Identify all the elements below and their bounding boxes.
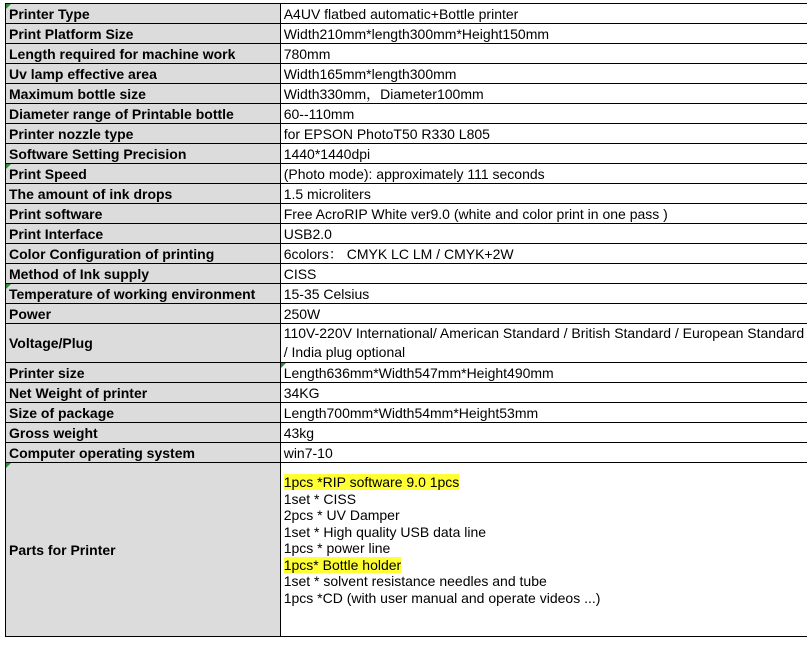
table-row bbox=[6, 124, 807, 144]
row-label: Print Interface bbox=[6, 224, 281, 244]
table-row bbox=[6, 324, 807, 363]
table-row bbox=[6, 284, 807, 304]
row-value: CISS bbox=[280, 264, 807, 284]
table-row bbox=[6, 164, 807, 184]
row-value: 1.5 microliters bbox=[280, 184, 807, 204]
spec-table bbox=[5, 3, 807, 637]
row-value: win7-10 bbox=[280, 443, 807, 463]
table-row bbox=[6, 264, 807, 284]
row-value: USB2.0 bbox=[280, 224, 807, 244]
row-label: Method of Ink supply bbox=[6, 264, 281, 284]
row-label: The amount of ink drops bbox=[6, 184, 281, 204]
row-label: Size of package bbox=[6, 403, 281, 423]
table-row bbox=[6, 104, 807, 124]
table-row bbox=[6, 224, 807, 244]
table-row bbox=[6, 184, 807, 204]
row-label: Software Setting Precision bbox=[6, 144, 281, 164]
row-value: 60--110mm bbox=[280, 104, 807, 124]
parts-cell bbox=[280, 463, 807, 637]
table-row bbox=[6, 383, 807, 403]
row-value: Free AcroRIP White ver9.0 (white and color print in one pass ) bbox=[280, 204, 807, 224]
row-value: Width165mm*length300mm bbox=[280, 64, 807, 84]
row-label: Print Platform Size bbox=[6, 24, 281, 44]
table-row bbox=[6, 84, 807, 104]
row-label: Print software bbox=[6, 204, 281, 224]
parts-item-text: 1pcs *RIP software 9.0 1pcs bbox=[283, 474, 460, 490]
table-row bbox=[6, 144, 807, 164]
parts-item: 1set * High quality USB data line bbox=[283, 523, 487, 540]
row-value: 110V-220V International/ American Standard / British Standard / European Standard / India plug optional bbox=[280, 324, 807, 363]
parts-item: 1pcs * power line bbox=[283, 540, 391, 556]
row-value: 43kg bbox=[280, 423, 807, 443]
row-label: Printer Type bbox=[6, 4, 281, 24]
row-label: Net Weight of printer bbox=[6, 383, 281, 403]
parts-item: 1set * solvent resistance needles and tube bbox=[283, 573, 547, 589]
parts-item-text: 1pcs* Bottle holder bbox=[283, 556, 402, 573]
row-label: Computer operating system bbox=[6, 443, 281, 463]
row-value: Width330mm，Diameter100mm bbox=[280, 84, 807, 104]
row-value: A4UV flatbed automatic+Bottle printer bbox=[280, 4, 807, 24]
row-value: 34KG bbox=[280, 383, 807, 403]
parts-item: 2pcs * UV Damper bbox=[283, 507, 400, 523]
row-value: 1440*1440dpi bbox=[280, 144, 807, 164]
row-value: Width210mm*length300mm*Height150mm bbox=[280, 24, 807, 44]
parts-item: 1pcs *CD (with user manual and operate videos ...) bbox=[283, 589, 601, 606]
table-row bbox=[6, 44, 807, 64]
row-label: Gross weight bbox=[6, 423, 281, 443]
parts-label: Parts for Printer bbox=[6, 463, 281, 637]
row-label: Power bbox=[6, 304, 281, 324]
row-value: 780mm bbox=[280, 44, 807, 64]
table-row bbox=[6, 403, 807, 423]
row-label: Printer size bbox=[6, 363, 281, 383]
parts-list bbox=[284, 463, 806, 606]
table-row bbox=[6, 244, 807, 264]
table-row bbox=[6, 363, 807, 383]
row-label: Diameter range of Printable bottle bbox=[6, 104, 281, 124]
row-value: 250W bbox=[280, 304, 807, 324]
row-value: Length700mm*Width54mm*Height53mm bbox=[280, 403, 807, 423]
parts-item bbox=[284, 557, 806, 574]
table-row bbox=[6, 204, 807, 224]
row-value: for EPSON PhotoT50 R330 L805 bbox=[280, 124, 807, 144]
row-label: Temperature of working environment bbox=[6, 284, 281, 304]
row-label: Color Configuration of printing bbox=[6, 244, 281, 264]
parts-item: 1set * CISS bbox=[283, 490, 357, 507]
parts-item bbox=[284, 474, 806, 491]
table-row-parts bbox=[6, 463, 807, 637]
table-row bbox=[6, 24, 807, 44]
row-label: Uv lamp effective area bbox=[6, 64, 281, 84]
row-label: Maximum bottle size bbox=[6, 84, 281, 104]
table-row bbox=[6, 423, 807, 443]
row-value: (Photo mode): approximately 111 seconds bbox=[280, 164, 807, 184]
row-value: 15-35 Celsius bbox=[280, 284, 807, 304]
table-row bbox=[6, 443, 807, 463]
row-label: Print Speed bbox=[6, 164, 281, 184]
table-row bbox=[6, 304, 807, 324]
row-label: Voltage/Plug bbox=[6, 324, 281, 363]
row-label: Printer nozzle type bbox=[6, 124, 281, 144]
row-value: 6colors： CMYK LC LM / CMYK+2W bbox=[280, 244, 807, 264]
row-value: Length636mm*Width547mm*Height490mm bbox=[280, 363, 807, 383]
table-row bbox=[6, 64, 807, 84]
table-row bbox=[6, 4, 807, 24]
row-label: Length required for machine work bbox=[6, 44, 281, 64]
